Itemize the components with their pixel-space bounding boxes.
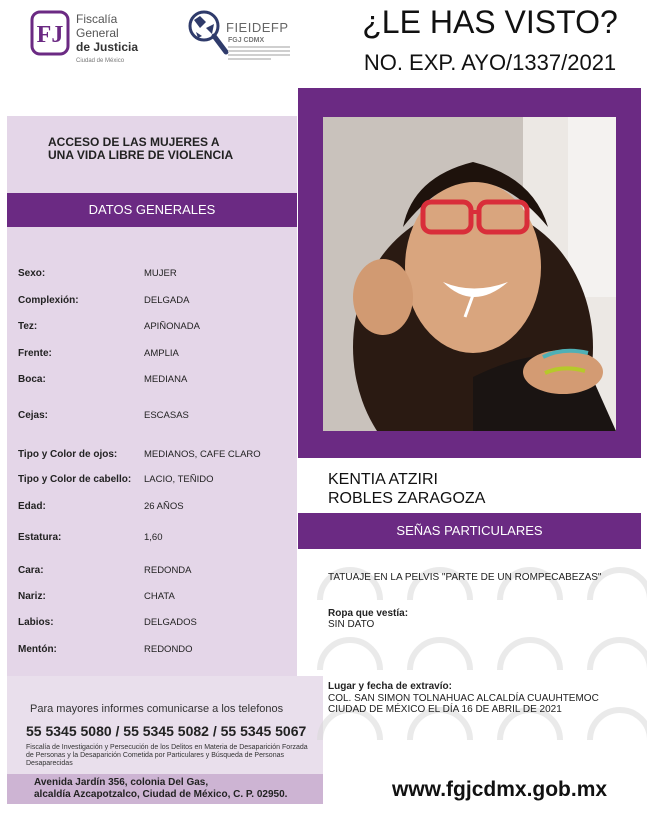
datos-label: Cara: bbox=[18, 565, 44, 576]
extravio-line1: COL. SAN SIMON TOLNAHUAC ALCALDÍA CUAUHTEMOC bbox=[328, 693, 599, 704]
magnifier-globe-icon bbox=[186, 8, 230, 60]
program-heading: ACCESO DE LAS MUJERES A UNA VIDA LIBRE DE VIOLENCIA bbox=[48, 135, 234, 162]
datos-label: Labios: bbox=[18, 617, 54, 628]
datos-value: MUJER bbox=[144, 268, 177, 279]
address: Avenida Jardín 356, colonia Del Gas, alcaldía Azcapotzalco, Ciudad de México, C. P. 02950. bbox=[34, 777, 288, 800]
svg-text:FJ: FJ bbox=[36, 22, 64, 48]
datos-label: Tipo y Color de cabello: bbox=[18, 474, 132, 485]
extravio-line2: CIUDAD DE MÉXICO EL DÍA 16 DE ABRIL DE 2021 bbox=[328, 704, 562, 715]
datos-label: Edad: bbox=[18, 501, 46, 512]
senas-text: TATUAJE EN LA PELVIS "PARTE DE UN ROMPECABEZAS" bbox=[328, 572, 602, 583]
agency-city: Ciudad de México bbox=[76, 58, 125, 64]
website-link[interactable]: www.fgjcdmx.gob.mx bbox=[392, 778, 608, 801]
missing-person-photo bbox=[323, 117, 616, 431]
datos-value: MEDIANOS, CAFE CLARO bbox=[144, 449, 261, 460]
datos-value: AMPLIA bbox=[144, 348, 179, 359]
ropa-label: Ropa que vestía: bbox=[328, 608, 409, 619]
datos-generales-band: DATOS GENERALES bbox=[7, 193, 297, 227]
partner-fineprint bbox=[228, 46, 290, 62]
datos-value: 1,60 bbox=[144, 532, 163, 543]
datos-value: DELGADA bbox=[144, 295, 190, 306]
extravio-label: Lugar y fecha de extravío: bbox=[328, 681, 452, 692]
datos-label: Cejas: bbox=[18, 410, 49, 421]
datos-label: Boca: bbox=[18, 374, 46, 385]
datos-value: 26 AÑOS bbox=[144, 501, 184, 512]
agency-name: Fiscalía General de Justicia bbox=[76, 12, 139, 54]
contact-info: Para mayores informes comunicarse a los telefonos bbox=[30, 703, 284, 715]
background-pattern bbox=[300, 560, 647, 770]
datos-value: ESCASAS bbox=[144, 410, 189, 421]
datos-value: APIÑONADA bbox=[144, 321, 200, 332]
datos-label: Frente: bbox=[18, 348, 52, 359]
ropa-value: SIN DATO bbox=[328, 619, 375, 630]
datos-label: Mentón: bbox=[18, 644, 57, 655]
page-title: ¿LE HAS VISTO? bbox=[362, 4, 618, 40]
datos-label: Tez: bbox=[18, 321, 38, 332]
datos-label: Sexo: bbox=[18, 268, 46, 279]
fieidefp-logo bbox=[186, 8, 301, 68]
person-name: KENTIA ATZIRI ROBLES ZARAGOZA bbox=[328, 471, 486, 507]
fgj-emblem-icon bbox=[30, 8, 70, 58]
datos-value: LACIO, TEÑIDO bbox=[144, 474, 214, 485]
fiscalia-description: Fiscalía de Investigación y Persecución de los Delitos en Materia de Desaparición Forzada de Personas y la Desaparición Cometida por Particulares y Búsqueda de Personas Desaparecidas bbox=[26, 744, 308, 767]
phone-numbers[interactable]: 55 5345 5080 / 55 5345 5082 / 55 5345 5067 bbox=[26, 723, 307, 739]
datos-label: Tipo y Color de ojos: bbox=[18, 449, 118, 460]
datos-label: Complexión: bbox=[18, 295, 79, 306]
datos-value: MEDIANA bbox=[144, 374, 188, 385]
fgj-logo bbox=[30, 8, 150, 72]
partner-name: FIEIDEFP bbox=[226, 20, 289, 35]
datos-value: REDONDO bbox=[144, 644, 193, 655]
datos-value: CHATA bbox=[144, 591, 175, 602]
datos-value: DELGADOS bbox=[144, 617, 197, 628]
partner-sub: FGJ CDMX bbox=[228, 37, 265, 44]
datos-value: REDONDA bbox=[144, 565, 192, 576]
senas-particulares-band: SEÑAS PARTICULARES bbox=[298, 513, 641, 549]
photo-frame-tab bbox=[323, 444, 641, 458]
datos-label: Nariz: bbox=[18, 591, 46, 602]
datos-label: Estatura: bbox=[18, 532, 62, 543]
expediente-number: NO. EXP. AYO/1337/2021 bbox=[363, 50, 617, 75]
